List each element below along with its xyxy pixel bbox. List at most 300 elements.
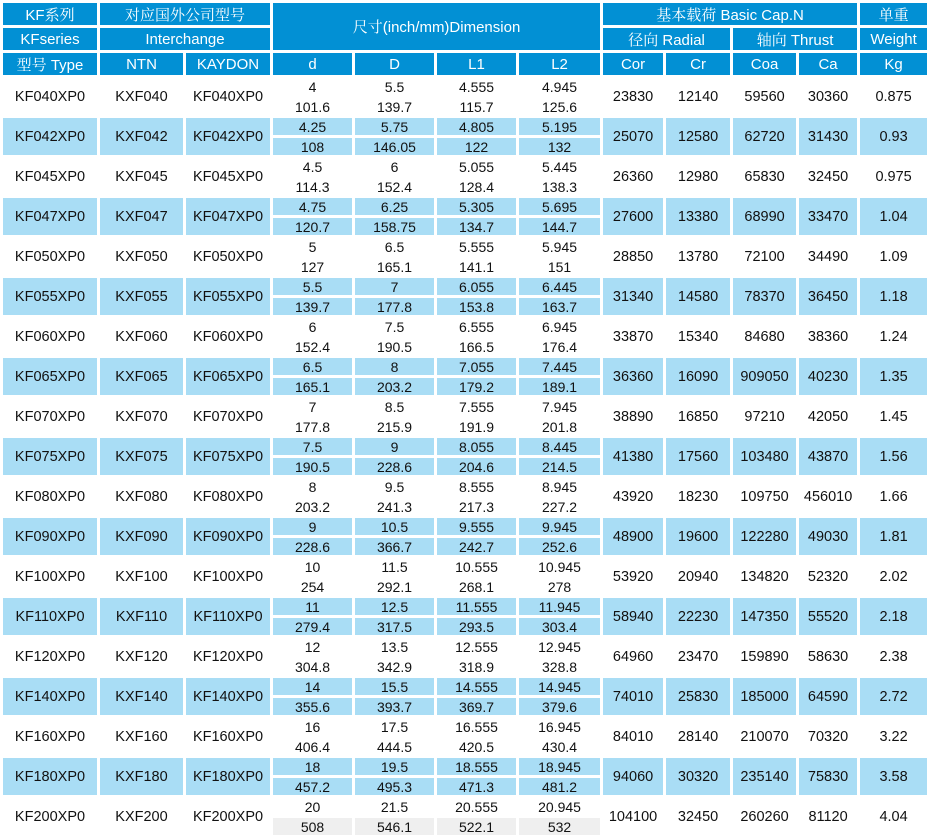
cell-coa: 59560: [733, 78, 796, 115]
dim-mm-value: 132: [519, 138, 600, 155]
dim-mm-value: 125.6: [519, 98, 600, 115]
dim-mm-value: 369.7: [437, 698, 516, 715]
dim-stack: [355, 358, 434, 395]
cell-coa: 103480: [733, 438, 796, 475]
dim-stack: [437, 238, 516, 275]
cell-coa: 159890: [733, 638, 796, 675]
cell-ca: 456010: [799, 478, 857, 515]
table-row: [3, 118, 927, 155]
cell-type: KF180XP0: [3, 758, 97, 795]
dim-inch-value: 16.555: [437, 718, 516, 735]
cell-dim-L2: [519, 118, 600, 155]
dim-stack: [355, 78, 434, 115]
dim-stack: [437, 198, 516, 235]
dim-stack: [437, 318, 516, 355]
dim-mm-value: 546.1: [355, 818, 434, 835]
cell-dim-d: [273, 558, 352, 595]
header-col-coa: Coa: [733, 53, 796, 75]
cell-dim-L2: [519, 638, 600, 675]
cell-type: KF045XP0: [3, 158, 97, 195]
cell-type: KF065XP0: [3, 358, 97, 395]
dim-inch-value: 7.5: [273, 438, 352, 455]
dim-inch-value: 5.445: [519, 158, 600, 175]
cell-cr: 13780: [666, 238, 730, 275]
dim-mm-value: 144.7: [519, 218, 600, 235]
cell-kg: 1.09: [860, 238, 927, 275]
dim-inch-value: 20.555: [437, 798, 516, 815]
dim-inch-value: 6.25: [355, 198, 434, 215]
cell-dim-d: [273, 238, 352, 275]
table-row: [3, 78, 927, 115]
cell-dim-L1: [437, 158, 516, 195]
dim-mm-value: 366.7: [355, 538, 434, 555]
cell-coa: 260260: [733, 798, 796, 835]
dim-mm-value: 217.3: [437, 498, 516, 515]
cell-ca: 34490: [799, 238, 857, 275]
dim-stack: [519, 798, 600, 835]
header-capacity-title: 基本载荷 Basic Cap.N: [603, 3, 857, 25]
cell-dim-d: [273, 318, 352, 355]
dim-mm-value: 279.4: [273, 618, 352, 635]
cell-dim-L2: [519, 478, 600, 515]
dim-stack: [355, 478, 434, 515]
dim-mm-value: 317.5: [355, 618, 434, 635]
cell-coa: 134820: [733, 558, 796, 595]
cell-dim-L1: [437, 78, 516, 115]
dim-mm-value: 228.6: [355, 458, 434, 475]
cell-kaydon: KF055XP0: [186, 278, 270, 315]
cell-dim-L2: [519, 438, 600, 475]
cell-kaydon: KF040XP0: [186, 78, 270, 115]
cell-dim-d: [273, 678, 352, 715]
cell-dim-L1: [437, 358, 516, 395]
cell-ca: 36450: [799, 278, 857, 315]
cell-kg: 1.81: [860, 518, 927, 555]
dim-mm-value: 203.2: [355, 378, 434, 395]
dim-mm-value: 522.1: [437, 818, 516, 835]
cell-dim-D: [355, 438, 434, 475]
table-row: [3, 398, 927, 435]
dim-mm-value: 101.6: [273, 98, 352, 115]
dim-stack: [437, 78, 516, 115]
dim-inch-value: 5.555: [437, 238, 516, 255]
cell-kaydon: KF065XP0: [186, 358, 270, 395]
dim-mm-value: 303.4: [519, 618, 600, 635]
dim-inch-value: 5.195: [519, 118, 600, 135]
cell-kaydon: KF160XP0: [186, 718, 270, 755]
cell-kg: 1.04: [860, 198, 927, 235]
dim-inch-value: 16.945: [519, 718, 600, 735]
cell-dim-d: [273, 598, 352, 635]
table-row: [3, 198, 927, 235]
cell-kaydon: KF045XP0: [186, 158, 270, 195]
table-row: [3, 518, 927, 555]
dim-inch-value: 11: [273, 598, 352, 615]
cell-dim-d: [273, 398, 352, 435]
cell-ntn: KXF040: [100, 78, 183, 115]
dim-inch-value: 11.555: [437, 598, 516, 615]
cell-cr: 22230: [666, 598, 730, 635]
header-kaydon: KAYDON: [186, 53, 270, 75]
dim-inch-value: 18.945: [519, 758, 600, 775]
dim-inch-value: 15.5: [355, 678, 434, 695]
header-col-cor: Cor: [603, 53, 663, 75]
cell-dim-D: [355, 318, 434, 355]
dim-stack: [355, 118, 434, 155]
cell-dim-D: [355, 598, 434, 635]
cell-dim-L1: [437, 438, 516, 475]
cell-kaydon: KF110XP0: [186, 598, 270, 635]
dim-inch-value: 14.555: [437, 678, 516, 695]
dim-mm-value: 532: [519, 818, 600, 835]
cell-kaydon: KF075XP0: [186, 438, 270, 475]
cell-kg: 1.35: [860, 358, 927, 395]
cell-ca: 58630: [799, 638, 857, 675]
cell-ntn: KXF050: [100, 238, 183, 275]
cell-dim-L2: [519, 318, 600, 355]
dim-stack: [519, 718, 600, 755]
cell-dim-d: [273, 358, 352, 395]
dim-inch-value: 17.5: [355, 718, 434, 735]
cell-dim-D: [355, 198, 434, 235]
table-row: [3, 758, 927, 795]
cell-cr: 13380: [666, 198, 730, 235]
dim-inch-value: 16: [273, 718, 352, 735]
dim-mm-value: 457.2: [273, 778, 352, 795]
header-series-zh: KF系列: [3, 3, 97, 25]
cell-ntn: KXF070: [100, 398, 183, 435]
dim-inch-value: 4.555: [437, 78, 516, 95]
dim-inch-value: 4.75: [273, 198, 352, 215]
cell-kg: 4.04: [860, 798, 927, 835]
cell-kaydon: KF100XP0: [186, 558, 270, 595]
dim-stack: [355, 398, 434, 435]
cell-dim-D: [355, 518, 434, 555]
dim-stack: [273, 78, 352, 115]
cell-cr: 16090: [666, 358, 730, 395]
cell-dim-D: [355, 278, 434, 315]
dim-mm-value: 293.5: [437, 618, 516, 635]
cell-ca: 38360: [799, 318, 857, 355]
dim-inch-value: 5.055: [437, 158, 516, 175]
dim-inch-value: 9: [355, 438, 434, 455]
dim-inch-value: 20.945: [519, 798, 600, 815]
dim-mm-value: 406.4: [273, 738, 352, 755]
dim-mm-value: 139.7: [355, 98, 434, 115]
cell-coa: 210070: [733, 718, 796, 755]
dim-stack: [437, 558, 516, 595]
cell-cr: 12580: [666, 118, 730, 155]
cell-dim-d: [273, 478, 352, 515]
cell-ca: 49030: [799, 518, 857, 555]
cell-kaydon: KF140XP0: [186, 678, 270, 715]
dim-mm-value: 139.7: [273, 298, 352, 315]
dim-inch-value: 8.5: [355, 398, 434, 415]
header-thrust: 轴向 Thrust: [733, 28, 857, 50]
header-col-L1: L1: [437, 53, 516, 75]
dim-inch-value: 6.945: [519, 318, 600, 335]
cell-cor: 26360: [603, 158, 663, 195]
dim-inch-value: 4.805: [437, 118, 516, 135]
cell-kg: 2.02: [860, 558, 927, 595]
dim-stack: [437, 278, 516, 315]
cell-ntn: KXF100: [100, 558, 183, 595]
cell-type: KF075XP0: [3, 438, 97, 475]
dim-stack: [519, 78, 600, 115]
cell-ca: 81120: [799, 798, 857, 835]
dim-stack: [355, 758, 434, 795]
cell-cor: 84010: [603, 718, 663, 755]
dim-inch-value: 11.5: [355, 558, 434, 575]
cell-cor: 64960: [603, 638, 663, 675]
dim-stack: [355, 238, 434, 275]
header-weight-zh: 单重: [860, 3, 927, 25]
dim-mm-value: 138.3: [519, 178, 600, 195]
dim-inch-value: 5.695: [519, 198, 600, 215]
cell-dim-D: [355, 678, 434, 715]
cell-cr: 23470: [666, 638, 730, 675]
cell-kaydon: KF042XP0: [186, 118, 270, 155]
dim-stack: [273, 198, 352, 235]
dim-stack: [519, 438, 600, 475]
cell-kg: 0.875: [860, 78, 927, 115]
dim-inch-value: 8: [273, 478, 352, 495]
cell-cr: 28140: [666, 718, 730, 755]
header-col-ca: Ca: [799, 53, 857, 75]
dim-inch-value: 6: [355, 158, 434, 175]
dim-inch-value: 7.5: [355, 318, 434, 335]
cell-ca: 43870: [799, 438, 857, 475]
dim-stack: [273, 678, 352, 715]
dim-mm-value: 328.8: [519, 658, 600, 675]
cell-dim-L1: [437, 238, 516, 275]
cell-ca: 64590: [799, 678, 857, 715]
dim-mm-value: 252.6: [519, 538, 600, 555]
dim-inch-value: 21.5: [355, 798, 434, 815]
header-type-label: 型号 Type: [3, 53, 97, 75]
dim-mm-value: 508: [273, 818, 352, 835]
dim-mm-value: 191.9: [437, 418, 516, 435]
cell-dim-L1: [437, 678, 516, 715]
cell-cor: 43920: [603, 478, 663, 515]
dim-stack: [519, 758, 600, 795]
dim-stack: [273, 358, 352, 395]
dim-inch-value: 6.445: [519, 278, 600, 295]
dim-stack: [437, 438, 516, 475]
dim-stack: [355, 558, 434, 595]
dim-inch-value: 8: [355, 358, 434, 375]
dim-inch-value: 8.945: [519, 478, 600, 495]
table-row: [3, 558, 927, 595]
cell-coa: 122280: [733, 518, 796, 555]
dim-stack: [355, 158, 434, 195]
dim-inch-value: 20: [273, 798, 352, 815]
cell-dim-L2: [519, 558, 600, 595]
cell-kaydon: KF090XP0: [186, 518, 270, 555]
cell-ntn: KXF200: [100, 798, 183, 835]
dim-stack: [273, 318, 352, 355]
dim-stack: [355, 638, 434, 675]
cell-ntn: KXF075: [100, 438, 183, 475]
dim-inch-value: 4: [273, 78, 352, 95]
dim-inch-value: 10.945: [519, 558, 600, 575]
table-row: [3, 638, 927, 675]
dim-mm-value: 114.3: [273, 178, 352, 195]
cell-dim-L1: [437, 758, 516, 795]
dim-inch-value: 9.945: [519, 518, 600, 535]
cell-dim-L2: [519, 398, 600, 435]
cell-type: KF090XP0: [3, 518, 97, 555]
cell-ntn: KXF110: [100, 598, 183, 635]
cell-cr: 15340: [666, 318, 730, 355]
dim-stack: [519, 638, 600, 675]
cell-type: KF047XP0: [3, 198, 97, 235]
cell-dim-L2: [519, 758, 600, 795]
header-col-L2: L2: [519, 53, 600, 75]
dim-mm-value: 189.1: [519, 378, 600, 395]
cell-dim-D: [355, 358, 434, 395]
dim-stack: [437, 758, 516, 795]
cell-type: KF160XP0: [3, 718, 97, 755]
dim-stack: [273, 478, 352, 515]
dim-stack: [437, 358, 516, 395]
dim-stack: [437, 518, 516, 555]
cell-type: KF080XP0: [3, 478, 97, 515]
cell-kg: 2.72: [860, 678, 927, 715]
dim-mm-value: 204.6: [437, 458, 516, 475]
header-interchange-zh: 对应国外公司型号: [100, 3, 270, 25]
dim-stack: [437, 598, 516, 635]
dim-stack: [519, 478, 600, 515]
cell-type: KF055XP0: [3, 278, 97, 315]
dim-inch-value: 5.75: [355, 118, 434, 135]
dim-stack: [273, 718, 352, 755]
dim-stack: [437, 718, 516, 755]
table-row: [3, 718, 927, 755]
cell-kaydon: KF050XP0: [186, 238, 270, 275]
cell-dim-L2: [519, 198, 600, 235]
dim-mm-value: 471.3: [437, 778, 516, 795]
cell-coa: 78370: [733, 278, 796, 315]
cell-coa: 65830: [733, 158, 796, 195]
cell-dim-L1: [437, 318, 516, 355]
dim-mm-value: 190.5: [355, 338, 434, 355]
cell-ntn: KXF055: [100, 278, 183, 315]
dim-mm-value: 278: [519, 578, 600, 595]
dim-stack: [273, 158, 352, 195]
cell-dim-D: [355, 638, 434, 675]
dim-inch-value: 11.945: [519, 598, 600, 615]
dim-mm-value: 177.8: [355, 298, 434, 315]
dim-mm-value: 342.9: [355, 658, 434, 675]
dim-stack: [273, 398, 352, 435]
dim-mm-value: 214.5: [519, 458, 600, 475]
cell-dim-d: [273, 78, 352, 115]
cell-ca: 55520: [799, 598, 857, 635]
dim-stack: [273, 758, 352, 795]
table-row: [3, 478, 927, 515]
dim-stack: [273, 238, 352, 275]
dim-inch-value: 4.5: [273, 158, 352, 175]
header-col-kg: Kg: [860, 53, 927, 75]
dim-mm-value: 242.7: [437, 538, 516, 555]
cell-kg: 3.22: [860, 718, 927, 755]
dim-inch-value: 7.445: [519, 358, 600, 375]
cell-dim-D: [355, 398, 434, 435]
dim-mm-value: 201.8: [519, 418, 600, 435]
cell-coa: 84680: [733, 318, 796, 355]
cell-cr: 16850: [666, 398, 730, 435]
header-series-en: KFseries: [3, 28, 97, 50]
dim-mm-value: 179.2: [437, 378, 516, 395]
cell-cr: 32450: [666, 798, 730, 835]
cell-kg: 1.18: [860, 278, 927, 315]
dim-stack: [519, 158, 600, 195]
dim-inch-value: 18: [273, 758, 352, 775]
cell-dim-L2: [519, 278, 600, 315]
cell-ntn: KXF060: [100, 318, 183, 355]
dim-mm-value: 292.1: [355, 578, 434, 595]
dim-mm-value: 495.3: [355, 778, 434, 795]
cell-kaydon: KF120XP0: [186, 638, 270, 675]
table-row: [3, 798, 927, 835]
dim-inch-value: 12: [273, 638, 352, 655]
dim-mm-value: 166.5: [437, 338, 516, 355]
cell-ca: 40230: [799, 358, 857, 395]
dim-inch-value: 14.945: [519, 678, 600, 695]
dim-mm-value: 393.7: [355, 698, 434, 715]
cell-type: KF040XP0: [3, 78, 97, 115]
cell-coa: 97210: [733, 398, 796, 435]
dim-mm-value: 146.05: [355, 138, 434, 155]
cell-dim-L2: [519, 678, 600, 715]
dim-mm-value: 134.7: [437, 218, 516, 235]
dim-inch-value: 8.555: [437, 478, 516, 495]
cell-dim-d: [273, 158, 352, 195]
cell-dim-L1: [437, 398, 516, 435]
cell-dim-L1: [437, 278, 516, 315]
cell-cor: 27600: [603, 198, 663, 235]
dim-mm-value: 430.4: [519, 738, 600, 755]
cell-kg: 0.93: [860, 118, 927, 155]
cell-cr: 20940: [666, 558, 730, 595]
cell-cor: 23830: [603, 78, 663, 115]
dim-inch-value: 4.25: [273, 118, 352, 135]
cell-dim-d: [273, 758, 352, 795]
cell-dim-L2: [519, 238, 600, 275]
cell-cor: 28850: [603, 238, 663, 275]
cell-dim-L2: [519, 78, 600, 115]
dim-inch-value: 18.555: [437, 758, 516, 775]
dim-mm-value: 318.9: [437, 658, 516, 675]
cell-coa: 109750: [733, 478, 796, 515]
dim-mm-value: 128.4: [437, 178, 516, 195]
dim-inch-value: 12.555: [437, 638, 516, 655]
cell-kaydon: KF070XP0: [186, 398, 270, 435]
dim-stack: [355, 678, 434, 715]
dim-mm-value: 481.2: [519, 778, 600, 795]
table-row: [3, 158, 927, 195]
dim-mm-value: 108: [273, 138, 352, 155]
dim-inch-value: 5.305: [437, 198, 516, 215]
cell-kg: 1.45: [860, 398, 927, 435]
cell-ntn: KXF180: [100, 758, 183, 795]
dim-inch-value: 6.555: [437, 318, 516, 335]
cell-ntn: KXF080: [100, 478, 183, 515]
cell-dim-d: [273, 118, 352, 155]
dim-stack: [273, 638, 352, 675]
dim-mm-value: 177.8: [273, 418, 352, 435]
